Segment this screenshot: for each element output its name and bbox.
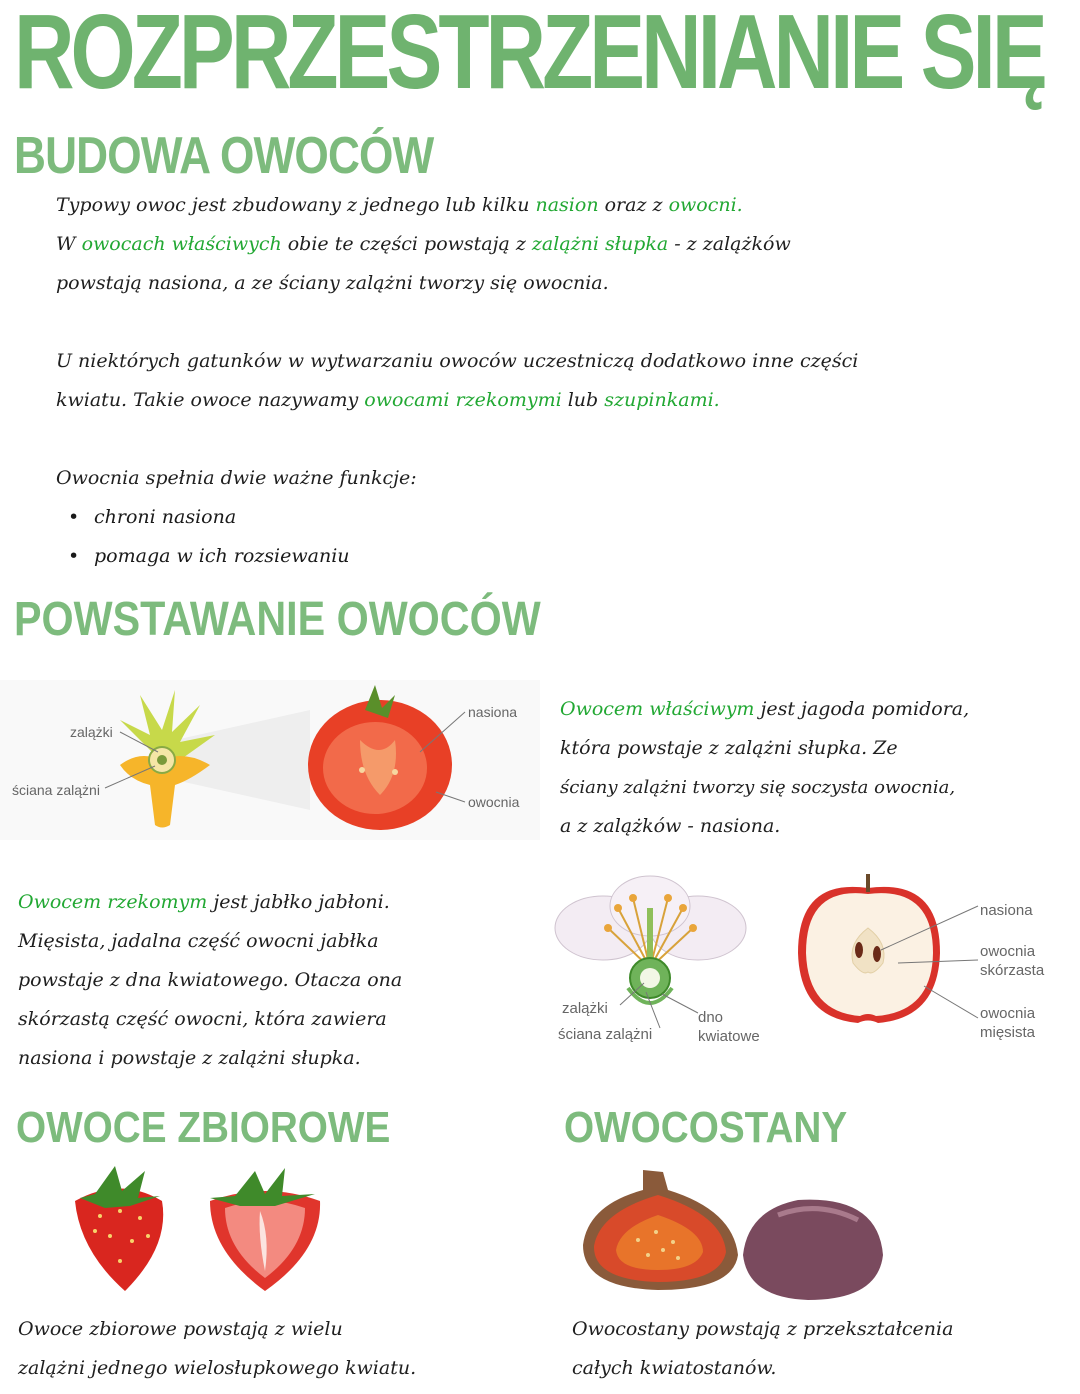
budowa-line-5 [56, 381, 858, 420]
label-dno-kwiatowe: dno kwiatowe [698, 1009, 760, 1045]
tomato-line-3: ściany zalążni tworzy się soczysta owocnia, [560, 777, 956, 798]
budowa-line-4: U niektórych gatunków w wytwarzaniu owoców uczestniczą dodatkowo inne części [56, 350, 859, 372]
tomato-line-2: która powstaje z zalążni słupka. Ze [560, 737, 898, 759]
fig-whole [743, 1200, 883, 1300]
term-szupinki: szupinkami. [604, 389, 720, 411]
heading-budowa: BUDOWA OWOCÓW [14, 127, 434, 185]
strawberry-half [210, 1168, 320, 1291]
strawberry-illustration [60, 1156, 340, 1296]
apple-flower-diagram [555, 876, 746, 1003]
pointer-line [924, 986, 978, 1018]
zbiorowe-text [18, 1310, 416, 1388]
label-owocnia: owocnia [468, 794, 520, 810]
text: jest jagoda pomidora, [754, 698, 970, 720]
functions-intro: Owocnia spełnia dwie ważne funkcje: [56, 467, 417, 489]
term-owoce-wlasciwe: owocach właściwych [81, 233, 282, 255]
term-owoc-wlasciwy: Owocem właściwym [560, 698, 755, 720]
term-zalazni-slupka: zalążni słupka [531, 233, 669, 255]
label-nasiona: nasiona [468, 704, 518, 720]
label-owocnia-miesista: owocnia mięsista [980, 1005, 1036, 1041]
tomato-line-1 [560, 690, 969, 729]
zbiorowe-line-2: zalążni jednego wielosłupkowego kwiatu. [18, 1357, 417, 1379]
apple-line-1 [18, 883, 402, 922]
strawberry-whole [75, 1166, 163, 1291]
apple-figure [548, 868, 1068, 1058]
label-owocnia-skorzasta: owocnia skórzasta [980, 943, 1045, 979]
term-nasion: nasion [535, 194, 599, 216]
owocostany-text [572, 1310, 953, 1388]
page-title: ROZPRZESTRZENIANIE SIĘ [14, 0, 1044, 111]
fig-image [578, 1160, 898, 1300]
text: jest jabłko jabłoni. [207, 891, 390, 913]
heading-zbiorowe: OWOCE ZBIOROWE [16, 1103, 391, 1152]
heading-owocostany: OWOCOSTANY [564, 1103, 848, 1152]
budowa-text [56, 186, 858, 576]
tomato-figure [0, 680, 540, 840]
strawberry-image [60, 1156, 340, 1296]
pointer-line [662, 994, 698, 1013]
budowa-line-2 [56, 225, 858, 264]
tomato-half [308, 685, 452, 830]
list-item: • chroni nasiona [56, 498, 858, 537]
label-sciana-zalazni: ściana zalążni [558, 1026, 653, 1043]
apple-line-3: powstaje z dna kwiatowego. Otacza ona [18, 969, 403, 991]
list-item: • pomaga w ich rozsiewaniu [56, 537, 858, 576]
functions-list [56, 498, 858, 576]
heading-powstawanie: POWSTAWANIE OWOCÓW [14, 593, 541, 646]
fig-half [583, 1170, 738, 1290]
apple-text [18, 883, 402, 1078]
text: W [56, 233, 82, 255]
owocostany-line-2: całych kwiatostanów. [572, 1357, 777, 1379]
apple-line-5: nasiona i powstaje z zalążni słupka. [18, 1047, 361, 1069]
tomato-text [560, 690, 969, 846]
apple-line-2: Mięsista, jadalna część owocni jabłka [18, 930, 379, 952]
label-sciana-zalazni: ściana zalążni [12, 782, 100, 798]
term-owoce-rzekome: owocami rzekomymi [364, 389, 562, 411]
zbiorowe-line-1: Owoce zbiorowe powstają z wielu [18, 1318, 343, 1340]
text: lub [561, 389, 605, 411]
fig-illustration [578, 1160, 898, 1300]
text: obie te części powstają z [281, 233, 532, 255]
text: oraz z [598, 194, 669, 216]
term-owocni: owocni. [668, 194, 743, 216]
owocostany-line-1: Owocostany powstają z przekształcenia [572, 1318, 954, 1340]
budowa-line-1 [56, 186, 858, 225]
label-zalazki: zalążki [70, 724, 113, 740]
tomato-diagram [0, 680, 540, 840]
label-zalazki: zalążki [562, 1000, 608, 1017]
text: - z zalążków [668, 233, 791, 255]
apple-line-4: skórzastą część owocni, która zawiera [18, 1008, 387, 1030]
budowa-line-3: powstają nasiona, a ze ściany zalążni tworzy się owocnia. [56, 272, 609, 294]
label-nasiona: nasiona [980, 902, 1033, 919]
apple-half [798, 874, 940, 1023]
term-owoc-rzekomy: Owocem rzekomym [18, 891, 208, 913]
text: Typowy owoc jest zbudowany z jednego lub kilku [56, 194, 536, 216]
text: kwiatu. Takie owoce nazywamy [56, 389, 365, 411]
tomato-line-4: a z zalążków - nasiona. [560, 815, 781, 837]
